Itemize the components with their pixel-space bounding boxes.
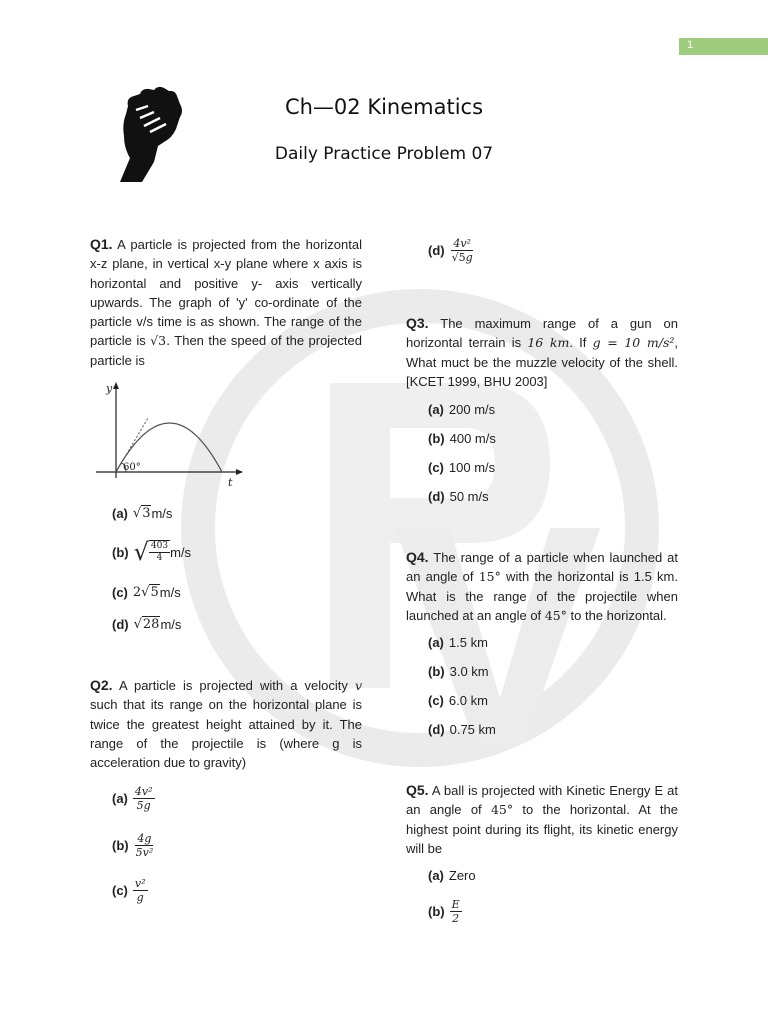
question-text: The maximum range of a gun on horizontal terrain is (406, 316, 678, 351)
q1-option-c[interactable] (112, 585, 181, 600)
y-axis-arrow (113, 382, 119, 389)
question-text: Then the speed of the projected particle is (90, 333, 362, 368)
option-label: (c) (428, 693, 444, 708)
radicand: 5 (458, 251, 466, 264)
option-label: (d) (428, 243, 445, 258)
unit: m/s (170, 544, 192, 560)
y-vs-t-graph (90, 380, 250, 490)
radicand: 5 (150, 585, 159, 600)
unit: m/s (151, 506, 173, 521)
option-text: 0.75 km (449, 722, 496, 737)
option-label: (c) (112, 883, 128, 898)
option-text: 400 m/s (449, 431, 496, 446)
option-label: (c) (428, 460, 444, 475)
option-text: 100 m/s (448, 460, 496, 475)
q2-option-c[interactable] (112, 877, 148, 904)
q2-option-a[interactable] (112, 785, 155, 812)
sqrt-expression: √ (133, 538, 149, 566)
option-label: (d) (428, 489, 445, 504)
page-number-badge (679, 38, 768, 55)
denominator: g (136, 891, 144, 904)
q4-option-a[interactable] (428, 635, 488, 650)
question-number: Q1. (90, 236, 113, 252)
question-text: A particle is projected from the horizontal x-z plane, in vertical x-y plane where x axis is horizontal and positive y- axis vertically upwards. The graph of 'y' co-ordinate of the particle v/s time is as shown. The range of the particle is (90, 237, 362, 349)
question-text: to the horizontal. (566, 607, 667, 623)
radicand: 28 (142, 617, 160, 632)
question-number: Q2. (90, 677, 113, 693)
fraction (133, 877, 148, 904)
option-label: (b) (428, 431, 445, 446)
option-label: (a) (112, 791, 128, 806)
q3-option-b[interactable] (428, 431, 496, 446)
option-text: Zero (448, 868, 476, 883)
question-2 (90, 676, 362, 772)
q4-option-c[interactable] (428, 693, 488, 708)
sqrt-expression: √3 (132, 506, 151, 521)
numerator: E (451, 898, 460, 911)
option-label: (b) (428, 904, 445, 919)
q5-option-a[interactable] (428, 868, 476, 883)
coefficient: 2 (132, 585, 142, 600)
angle-value: 45° (490, 802, 514, 818)
numerator: 4g (137, 832, 152, 845)
q1-option-b[interactable] (112, 538, 191, 566)
question-text: A particle is projected with a velocity (112, 678, 355, 693)
velocity-variable: v (354, 678, 362, 693)
option-label: (d) (112, 617, 129, 632)
unit: m/s (159, 585, 181, 600)
denominator: 5v² (135, 846, 154, 859)
fraction (133, 785, 155, 812)
unit: m/s (160, 617, 182, 632)
t-axis-arrow (236, 469, 243, 475)
question-text: . If (569, 335, 593, 351)
option-text: 1.5 km (448, 635, 488, 650)
question-3 (406, 314, 678, 391)
q4-option-b[interactable] (428, 664, 489, 679)
option-label: (b) (428, 664, 445, 679)
option-text: 200 m/s (448, 402, 496, 417)
sqrt-fraction (149, 540, 170, 564)
question-text: , What muct be the muzzle velocity of the shell. [KCET 1999, BHU 2003] (406, 335, 678, 389)
sqrt-expression: 2√5 (132, 585, 159, 600)
dpp-subtitle: Daily Practice Problem 07 (274, 144, 494, 164)
option-text: 3.0 km (449, 664, 489, 679)
fraction (450, 237, 475, 264)
page-number: 1 (687, 39, 694, 51)
t-axis-label: t (228, 476, 233, 489)
option-label: (a) (112, 506, 128, 521)
angle-value: 45° (544, 607, 567, 623)
range-value: √3. (150, 333, 171, 349)
chapter-title: Ch—02 Kinematics (284, 95, 484, 119)
option-label: (b) (112, 544, 129, 560)
numerator: 403 (150, 541, 169, 551)
question-text: to the horizontal. At the highest point during its flight, its kinetic energy will be (406, 802, 678, 856)
y-axis-label: y (106, 382, 113, 395)
denominator: 4 (156, 553, 163, 563)
option-label: (b) (112, 838, 129, 853)
question-number: Q5. (406, 782, 429, 798)
option-label: (a) (428, 635, 444, 650)
fraction (450, 898, 462, 925)
question-number: Q3. (406, 315, 429, 331)
question-1 (90, 235, 362, 370)
option-label: (c) (112, 585, 128, 600)
denominator: 2 (452, 912, 460, 925)
option-text: 6.0 km (448, 693, 488, 708)
question-text: The range of a particle when launched at an angle of (406, 550, 678, 585)
q3-option-d[interactable] (428, 489, 489, 504)
q1-option-d[interactable] (112, 617, 181, 632)
q3-option-a[interactable] (428, 402, 495, 417)
numerator: v² (134, 877, 146, 890)
question-text: A ball is projected with Kinetic Energy E at an angle of (406, 783, 678, 818)
numerator: 4v² (134, 785, 153, 798)
question-5 (406, 781, 678, 858)
radicand: 3 (142, 506, 151, 521)
option-text: 50 m/s (449, 489, 489, 504)
gravity-value: g = 10 m/s² (592, 335, 675, 351)
option-label: (a) (428, 868, 444, 883)
angle-label: 60° (123, 462, 141, 473)
q1-option-a[interactable] (112, 506, 172, 521)
option-label: (a) (428, 402, 444, 417)
question-text: such that its range on the horizontal plane is twice the greatest height attained by it. The range of the projectile is (where g is acceleration due to gravity) (90, 697, 362, 771)
question-4 (406, 548, 678, 625)
q2-option-b[interactable] (112, 832, 155, 859)
q3-option-c[interactable] (428, 460, 495, 475)
denominator-variable: g (465, 251, 473, 264)
q5-option-b[interactable] (428, 898, 462, 925)
denominator: √5g (451, 251, 473, 264)
q4-option-d[interactable] (428, 722, 496, 737)
option-label: (d) (428, 722, 445, 737)
fraction (134, 832, 156, 859)
q2-option-d[interactable] (428, 237, 475, 264)
question-text: with the horizontal is 1.5 km. What is the range of the projectile when launched at an angle of (406, 569, 678, 623)
numerator: 4v² (453, 237, 471, 250)
question-number: Q4. (406, 549, 429, 565)
sqrt-expression: √28 (133, 617, 160, 632)
angle-value: 15° (478, 569, 501, 585)
denominator: 5g (136, 799, 151, 812)
range-value: 16 km (527, 335, 570, 351)
